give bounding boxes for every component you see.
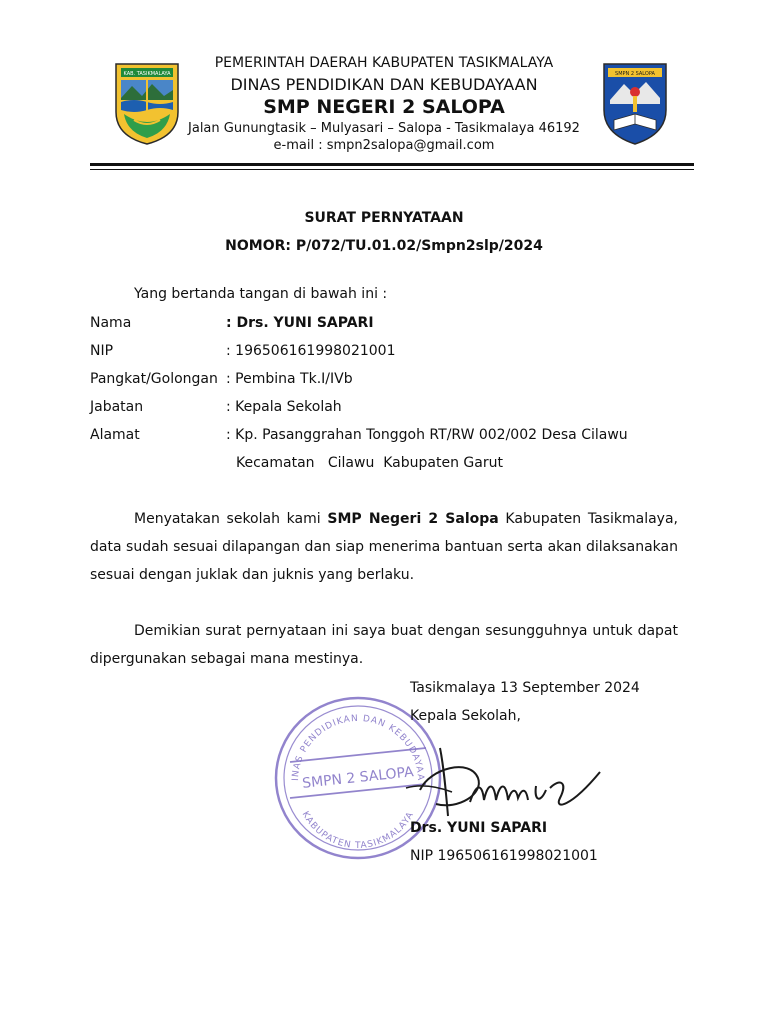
svg-text:KABUPATEN TASIKMALAYA [300, 810, 417, 851]
stamp-top-arc-text: INAS PENDIDIKAN DAN KEBUDAYAA [290, 713, 426, 782]
letter-number: NOMOR: P/072/TU.01.02/Smpn2slp/2024 [225, 238, 543, 254]
field-value-jabatan: : Kepala Sekolah [226, 399, 342, 415]
field-value-nip: : 196506161998021001 [226, 343, 396, 359]
field-label-nama: Nama [90, 315, 132, 331]
field-value-alamat: : Kp. Pasanggrahan Tonggoh RT/RW 002/002 Desa Cilawu [226, 427, 628, 443]
letterhead-email: e-mail : smpn2salopa@gmail.com [273, 138, 495, 153]
right-logo-caption: SMPN 2 SALOPA [615, 71, 655, 77]
letterhead-school-name: SMP NEGERI 2 SALOPA [263, 96, 505, 118]
handwritten-signature [400, 738, 610, 828]
letter-title: SURAT PERNYATAAN [304, 210, 464, 226]
statement-paragraph [90, 505, 678, 589]
stamp-bottom-arc-text: KABUPATEN TASIKMALAYA [299, 809, 417, 852]
field-value-pangkat: : Pembina Tk.I/IVb [226, 371, 353, 387]
letter-intro: Yang bertanda tangan di bawah ini : [134, 286, 388, 302]
field-label-alamat: Alamat [90, 427, 140, 443]
field-value-nama: : Drs. YUNI SAPARI [226, 315, 374, 331]
field-label-jabatan: Jabatan [90, 399, 144, 415]
place-date: Tasikmalaya 13 September 2024 [410, 680, 640, 696]
field-value-alamat-continued: Kecamatan Cilawu Kabupaten Garut [236, 455, 503, 471]
statement-school-name: SMP Negeri 2 Salopa [327, 511, 499, 527]
letterhead-government: PEMERINTAH DAERAH KABUPATEN TASIKMALAYA [214, 55, 554, 71]
letterhead-thick-rule [90, 163, 694, 166]
field-label-pangkat: Pangkat/Golongan [90, 371, 218, 387]
stamp-center-text: SMPN 2 SALOPA [301, 764, 415, 792]
closing-paragraph [90, 617, 678, 673]
signatory-position: Kepala Sekolah, [410, 708, 521, 724]
closing-text: Demikian surat pernyataan ini saya buat dengan sesungguhnya untuk dapat dipergunakan sebagai mana mestinya. [90, 623, 678, 667]
statement-pre: Menyatakan sekolah kami [134, 511, 328, 527]
signatory-name: Drs. YUNI SAPARI [410, 820, 548, 836]
letterhead-address: Jalan Gunungtasik – Mulyasari – Salopa - Tasikmalaya 46192 [188, 121, 580, 136]
letterhead-thin-rule [90, 169, 694, 170]
letterhead-department: DINAS PENDIDIKAN DAN KEBUDAYAAN [230, 75, 538, 94]
statement-post: Kabupaten Tasikmalaya, data sudah sesuai dilapangan dan siap menerima bantuan serta akan dilaksanakan sesuai dengan juklak dan juknis yang berlaku. [90, 511, 678, 583]
field-label-nip: NIP [90, 343, 114, 359]
signatory-nip: NIP 196506161998021001 [410, 848, 598, 864]
left-logo-caption: KAB. TASIKMALAYA [123, 71, 171, 77]
